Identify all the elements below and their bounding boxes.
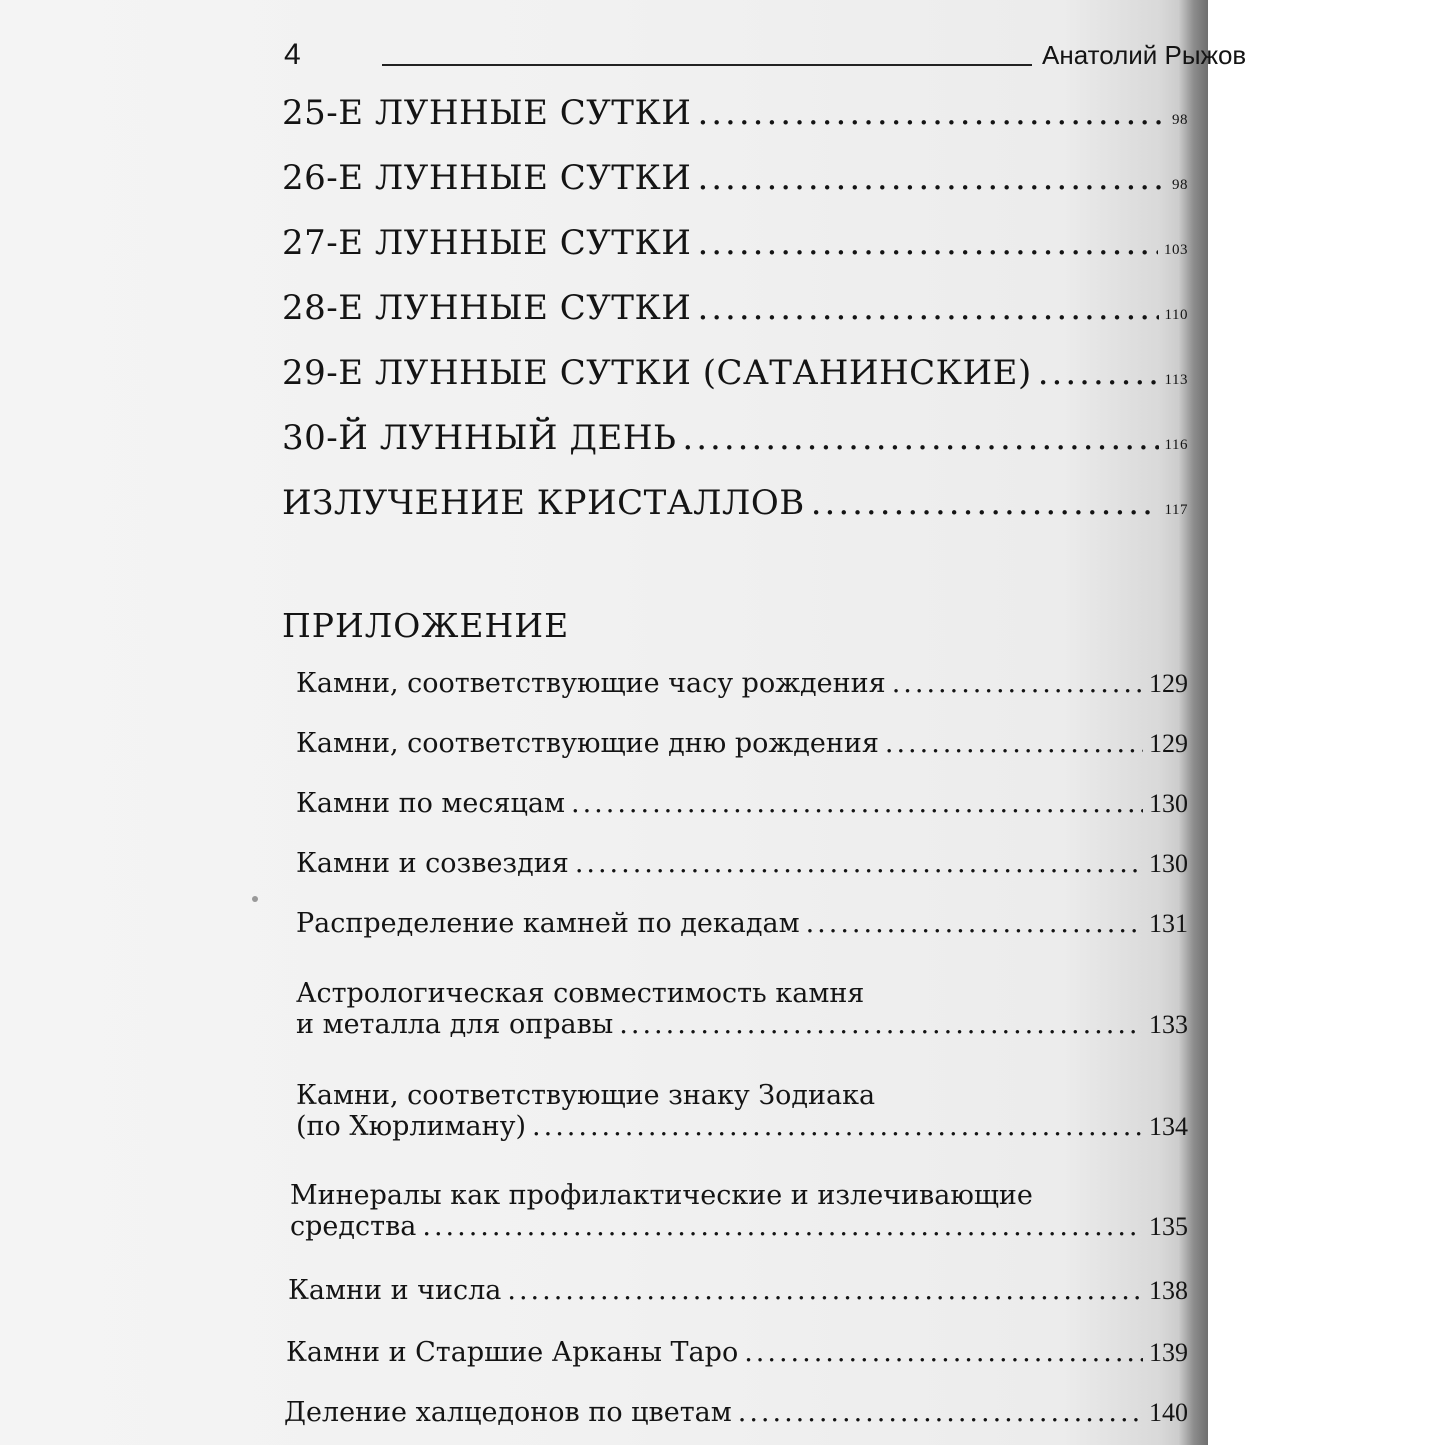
toc-entry [286,1337,1188,1368]
dot-leader [892,668,1143,699]
dot-leader [575,848,1143,879]
toc-entry-page: 98 [1172,177,1188,193]
appendix-heading: ПРИЛОЖЕНИЕ [282,606,570,645]
toc-entry-page: 129 [1149,729,1188,758]
toc-entry-title-line1: Минералы как профилактические и излечивающие [290,1180,1033,1211]
toc-entry-title: Деление халцедонов по цветам [284,1397,732,1428]
dot-leader [697,223,1158,263]
page-number: 4 [284,38,301,71]
toc-entry-page: 131 [1149,909,1188,938]
toc-entry-title-line1: Камни, соответствующие знаку Зодиака [296,1080,876,1111]
toc-entry-title: Камни по месяцам [296,788,565,819]
toc-entry-line2 [296,1111,1188,1142]
toc-entry-page: 130 [1149,789,1188,818]
toc-entry [296,668,1188,699]
page-header [282,38,1247,78]
toc-entry-title-line2: средства [290,1211,417,1242]
toc-entry-title: 27-Е ЛУННЫЕ СУТКИ [282,223,692,263]
toc-entry [282,353,1188,393]
toc-entry [284,1397,1188,1428]
dot-leader [697,158,1166,198]
toc-entry-page: 116 [1164,437,1188,453]
dot-leader [1038,353,1159,393]
toc-entry-title: Камни и числа [288,1275,502,1306]
paper-speck [252,896,258,902]
running-head-author: Анатолий Рыжов [1042,40,1247,70]
toc-entry [296,908,1188,939]
toc-entry-page: 129 [1149,669,1188,698]
header-rule [382,64,1032,66]
dot-leader [682,418,1158,458]
toc-entry [282,93,1188,133]
dot-leader [885,728,1143,759]
dot-leader [571,788,1143,819]
toc-entry-title: Распределение камней по декадам [296,908,800,939]
toc-entry-page: 133 [1149,1010,1188,1039]
toc-entry-page: 130 [1149,849,1188,878]
toc-entry-title: Камни и Старшие Арканы Таро [286,1337,739,1368]
background-edge [1208,0,1445,1445]
dot-leader [422,1211,1143,1242]
toc-entry-title: 25-Е ЛУННЫЕ СУТКИ [282,93,692,133]
toc-entry-page: 117 [1164,502,1188,518]
dot-leader [619,1009,1143,1040]
toc-entry-page: 138 [1149,1276,1188,1305]
toc-entry-title-line1: Астрологическая совместимость камня [296,978,865,1009]
toc-entry-title: Камни и созвездия [296,848,569,879]
dot-leader [738,1397,1143,1428]
toc-entry-page: 98 [1172,112,1188,128]
toc-entry-page: 140 [1149,1398,1188,1427]
toc-entry [296,788,1188,819]
toc-entry [282,483,1188,523]
toc-entry-multiline [296,1080,1188,1142]
toc-entry-line2 [296,1009,1188,1040]
toc-entry [282,288,1188,328]
toc-entry-title: 26-Е ЛУННЫЕ СУТКИ [282,158,692,198]
dot-leader [744,1337,1143,1368]
toc-entry [296,848,1188,879]
toc-entry-title-line2: и металла для оправы [296,1009,614,1040]
dot-leader [532,1111,1143,1142]
toc-entry-page: 103 [1164,242,1188,258]
toc-entry [282,223,1188,263]
dot-leader [697,288,1158,328]
toc-entry-line2 [290,1211,1188,1242]
toc-entry-page: 110 [1164,307,1188,323]
toc-entry-page: 134 [1149,1112,1188,1141]
toc-entry-multiline [290,1180,1188,1242]
dot-leader [697,93,1166,133]
toc-entry [296,728,1188,759]
dot-leader [811,483,1159,523]
dot-leader [507,1275,1143,1306]
toc-entry-title: 30-Й ЛУННЫЙ ДЕНЬ [282,418,677,458]
toc-entry-title: Камни, соответствующие дню рождения [296,728,879,759]
toc-entry-multiline [296,978,1188,1040]
toc-entry-title-line2: (по Хюрлиману) [296,1111,527,1142]
toc-entry-title: 29-Е ЛУННЫЕ СУТКИ (САТАНИНСКИЕ) [282,353,1032,393]
toc-entry-page: 113 [1164,372,1188,388]
toc-entry [282,418,1188,458]
toc-entry-page: 139 [1149,1338,1188,1367]
toc-entry [288,1275,1188,1306]
toc-entry-title: 28-Е ЛУННЫЕ СУТКИ [282,288,692,328]
toc-entry-title: Камни, соответствующие часу рождения [296,668,886,699]
toc-entry-title: ИЗЛУЧЕНИЕ КРИСТАЛЛОВ [282,483,805,523]
toc-entry [282,158,1188,198]
dot-leader [806,908,1143,939]
toc-entry-page: 135 [1149,1212,1188,1241]
